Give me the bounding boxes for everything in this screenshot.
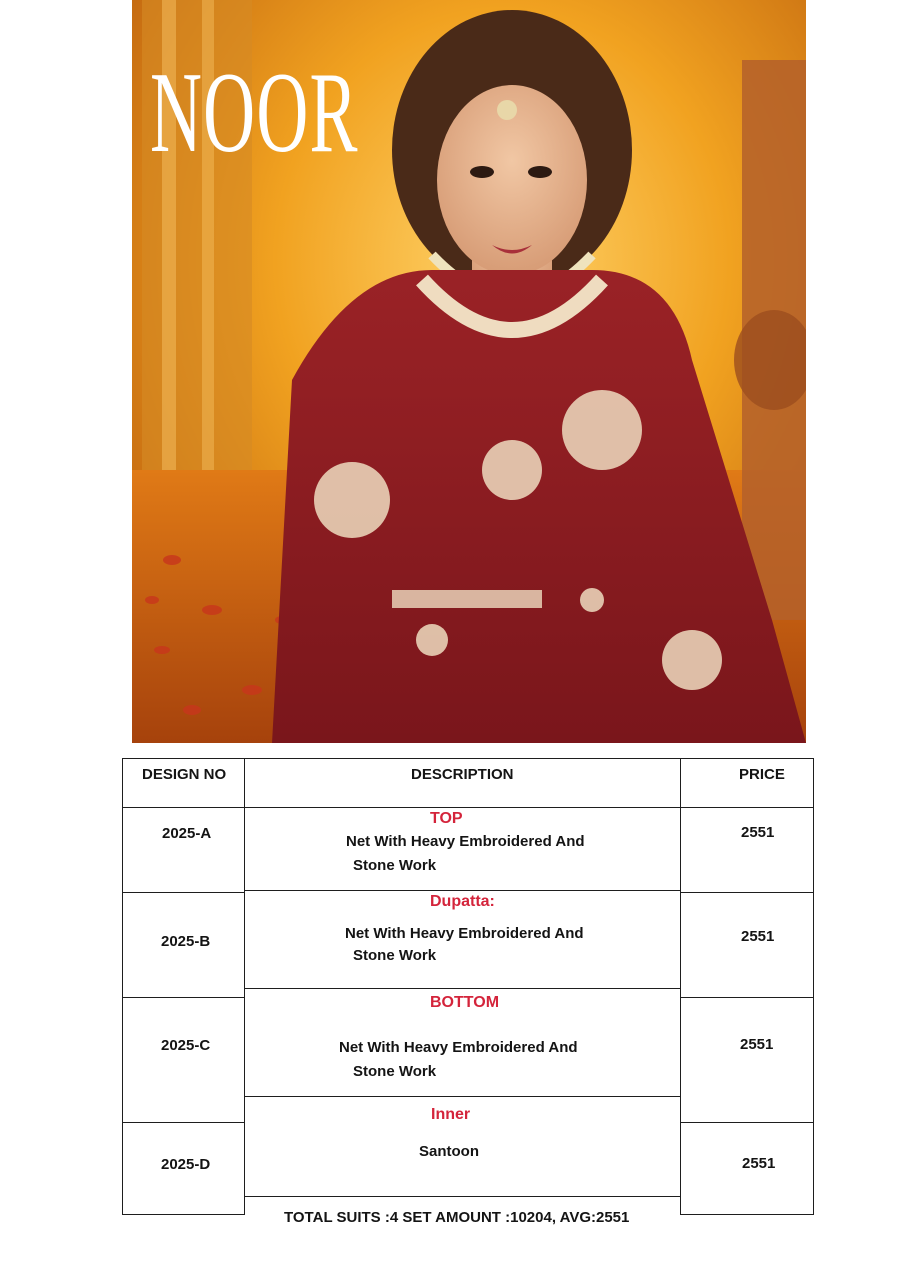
total-summary: TOTAL SUITS :4 SET AMOUNT :10204, AVG:2551 — [284, 1209, 630, 1226]
price-cell-a — [680, 807, 814, 893]
price-a: 2551 — [741, 824, 775, 841]
section-title-bottom: BOTTOM — [430, 994, 500, 1011]
section-dupatta-line1: Net With Heavy Embroidered And — [345, 925, 584, 942]
model-photo — [132, 0, 806, 743]
design-cell-c — [122, 997, 245, 1123]
price-c: 2551 — [740, 1036, 774, 1053]
section-title-dupatta: Dupatta: — [430, 893, 495, 910]
section-bottom-line2: Stone Work — [353, 1063, 437, 1080]
brand-logo: NOOR — [150, 49, 359, 177]
section-title-top: TOP — [430, 810, 463, 827]
section-dupatta-line2: Stone Work — [353, 947, 437, 964]
section-inner-line1: Santoon — [419, 1143, 479, 1160]
header-description: DESCRIPTION — [411, 766, 514, 783]
price-b: 2551 — [741, 928, 775, 945]
section-top-line2: Stone Work — [353, 857, 437, 874]
price-d: 2551 — [742, 1155, 776, 1172]
header-price: PRICE — [739, 766, 785, 783]
design-no-b: 2025-B — [161, 933, 211, 950]
section-bottom-line1: Net With Heavy Embroidered And — [339, 1039, 578, 1056]
section-title-inner: Inner — [431, 1106, 471, 1123]
price-cell-b — [680, 892, 814, 998]
design-cell-a — [122, 807, 245, 893]
design-no-a: 2025-A — [162, 825, 212, 842]
design-no-d: 2025-D — [161, 1156, 211, 1173]
header-design-no: DESIGN NO — [142, 766, 227, 783]
section-top-line1: Net With Heavy Embroidered And — [346, 833, 585, 850]
price-cell-c — [680, 997, 814, 1123]
design-no-c: 2025-C — [161, 1037, 211, 1054]
